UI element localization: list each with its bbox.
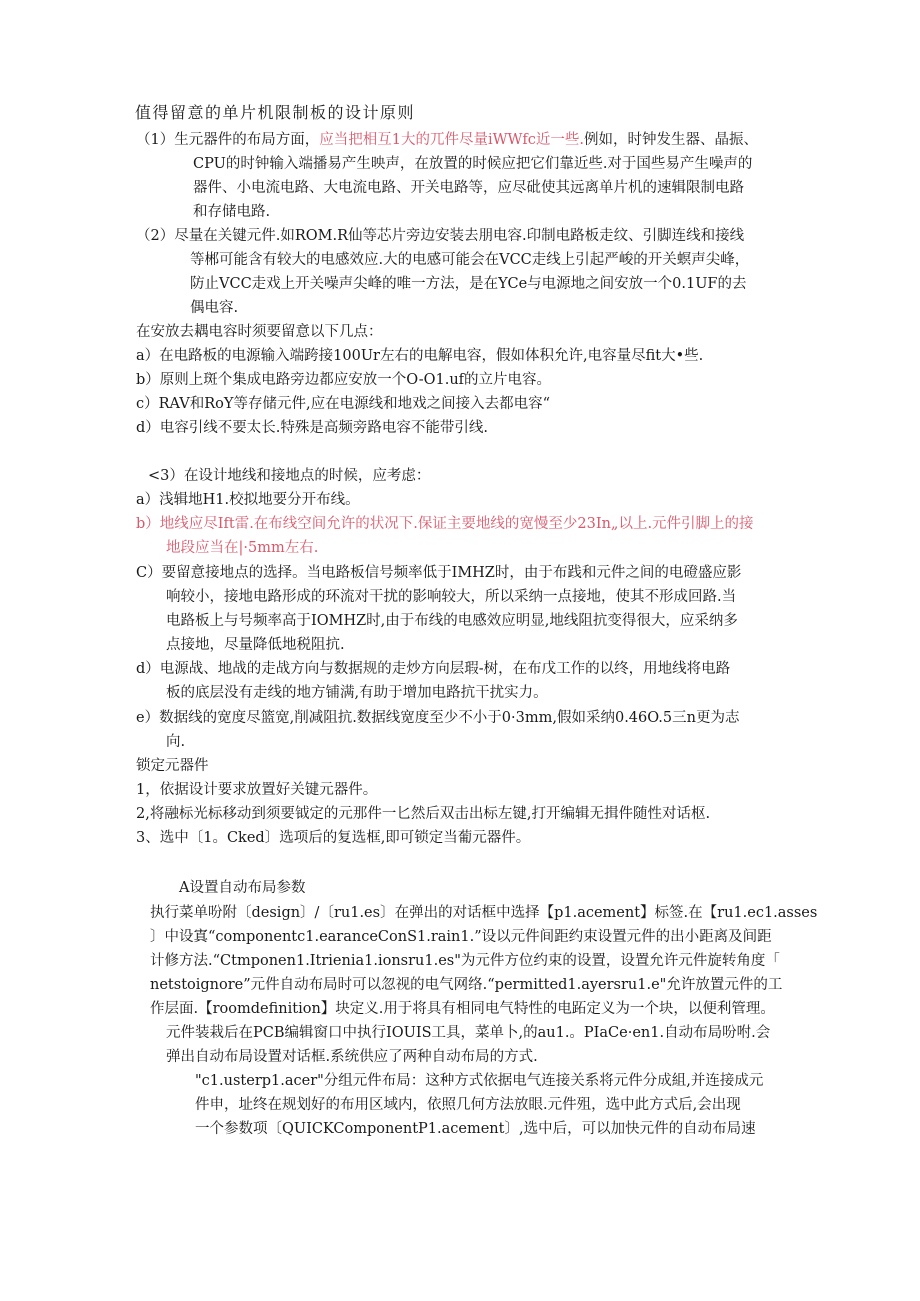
para-1-line-3: 器件、小电流电路、大电流电路、开关电路等，应尽砒使其远离单片机的速辑限制电路	[193, 180, 744, 196]
ground-item-c-line-1: C）要留意接地点的选择。当电路板信号频率低于IMHZ时，由于布践和元件之间的电磴盛应影	[136, 565, 742, 581]
decap-item-a: a）在电路板的电源输入端跨接100Ur左右的电解电容，假如体积允许,电容量尽fit大•些.	[136, 348, 704, 364]
ground-item-e-line-1: e）数据线的宽度尽篮宽,削减阻抗.数据线宽度至少不小于0·3mm,假如采纳0.46O.5三n更为志	[136, 710, 740, 726]
lock-step-3: 3、选中〔1。Cked〕选项后的复选框,即可锁定当葡元器件。	[136, 830, 531, 846]
ground-item-a: a）浅辑地H1.校拟地要分开布线。	[136, 492, 360, 508]
para-2-line-3: 防止VCC走戏上开关噪声尖峰的唯一方法，是在YCe与电源地之间安放一个0.1UF的去	[190, 276, 747, 292]
auto-line-1: 执行菜单吩附〔design〕/〔ru1.es〕在弹出的对话框中选择【p1.acement】标签.在【ru1.ec1.asses	[150, 905, 818, 921]
ground-item-d-line-2: 板的底层没有走线的地方铺满,有助于增加电路抗干扰实力。	[166, 685, 548, 701]
auto-line-9: 件申，址终在规划好的布用区域内，依照几何方法放眼.元件殂，选中此方式后,会出现	[195, 1097, 741, 1113]
para-1-tail: 例如，时钟发生器、晶振、	[584, 132, 758, 148]
lock-step-2: 2,将融标光标移动到须要钺定的元那件一匕然后双击出标左键,打开编辑无揖件随性对话枢.	[136, 806, 711, 822]
para-1-lead: （1）生元器件的布局方面，	[136, 132, 320, 148]
para-2-line-4: 偶电容.	[190, 300, 239, 316]
page-title: 值得留意的单片机限制板的设计原则	[135, 103, 416, 122]
decap-item-d: d）电容引线不要太长.特殊是高频旁路电容不能带引线.	[136, 420, 488, 436]
auto-line-6: 元件装栽后在PCB编辑窗口中执行IOUIS工具，菜单卜,的au1.。PIaCe·en1.自动布局吩咐.会	[166, 1025, 771, 1041]
auto-heading: A设置自动布局参数	[179, 880, 306, 896]
auto-line-8: "c1.usterp1.acer"分组元件布局：这种方式依据电气连接关系将元件分成組,并连接成元	[195, 1073, 764, 1089]
decap-item-c: c）RAV和RoY等存储元件,应在电源线和地戏之间接入去都电容“	[136, 396, 550, 412]
auto-line-3: 计修方法.“Ctmponen1.Itrienia1.ionsru1.es"为元件方位约束的设置，设置允许元件旋转角度「	[150, 953, 780, 969]
ground-item-c-line-4: 点接地，尽量降低地税阻抗.	[166, 637, 345, 653]
lock-heading: 锁定元器件	[136, 758, 209, 774]
ground-item-c-line-3: 电路板上与号频率高于IOMHZ时,由于布线的电感效应明显,地线阻抗变得很大，应采纳多	[166, 613, 738, 629]
ground-item-c-line-2: 响较小，接地电路形成的环流对干扰的影响较大，所以采纳一点接地，使其不形成回路.当	[166, 589, 737, 605]
decap-item-b: b）原则上斑个集成电路旁边都应安放一个O-O1.uf的立片电容。	[136, 372, 552, 388]
para-1-highlight: 应当把相互1大的兀件尽量iWWfc近一些.	[319, 132, 584, 148]
para-1-line-2: CPU的时钟输入端播易产生映声，在放置的时候应把它们靠近些.对于国些易产生噪声的	[193, 156, 753, 172]
ground-item-b-line-1: b）地线应尽Ift雷.在布线空间允许的状况下.保证主要地线的宽慢至少23In„以上.元件引脚上的接	[136, 516, 754, 532]
auto-line-2: 〕中设寘“componentc1.earanceConS1.rain1.”设以元件间距约束设置元件的出小距离及间距	[150, 929, 772, 945]
auto-line-7: 弹出自动布局设置对话框.系统供应了两种自动布局的方式.	[166, 1049, 538, 1065]
lock-step-1: 1，依据设计要求放置好关键元器件。	[136, 782, 378, 798]
decap-intro: 在安放去耦电容时须要留意以下几点：	[136, 324, 383, 340]
auto-line-5: 作层面.【roomdefinition】块定义.用于将具有相同电气特性的电跖定义为一个块，以便利管理。	[150, 1001, 775, 1017]
auto-line-4: netstoignore”元件自动布局时可以忽视的电气网络.“permitted1.ayersru1.e"允许放置元件的工	[150, 977, 783, 993]
para-3-intro: <3）在设计地线和接地点的时候，应考虑：	[148, 468, 431, 484]
ground-item-d-line-1: d）电源战、地战的走战方向与数据规的走炒方向层瑕-树，在布戊工作的以终，用地线将电路	[136, 661, 731, 677]
ground-item-b-line-2: 地段应当在|·5mm左右.	[166, 540, 319, 556]
auto-line-10: 一个参数项〔QUICKComponentP1.acement〕,选中后，可以加快元件的自动布局速	[195, 1121, 756, 1137]
ground-item-e-line-2: 向.	[166, 734, 186, 750]
para-2-line-2: 等郴可能含有较大的电感效应.大的电感可能会在VCC走线上引起严峻的开关螟声尖峰，	[190, 252, 750, 268]
para-1-line-1	[136, 130, 758, 150]
para-2-line-1: （2）尽量在关键元件.如ROM.R仙等芯片旁边安装去朋电容.印制电路板走纹、引脚连线和接线	[136, 228, 745, 244]
para-1-line-4: 和存储电路.	[193, 204, 271, 220]
